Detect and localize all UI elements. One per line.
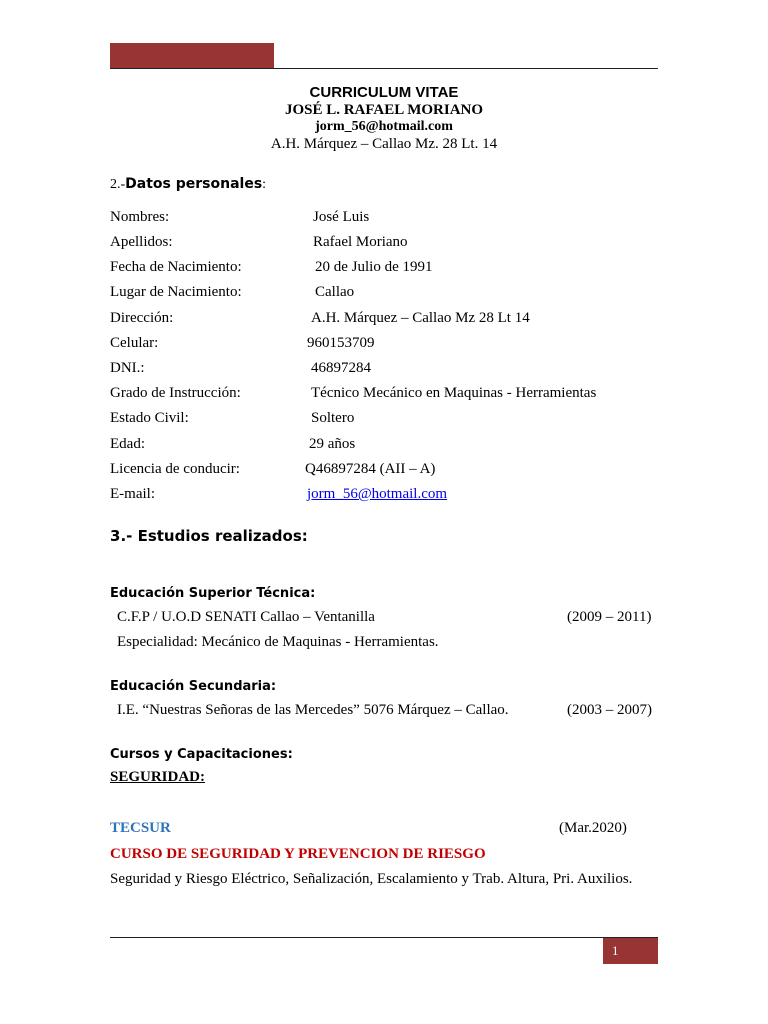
course-provider: TECSUR — [110, 820, 171, 836]
label-celular: Celular: — [110, 335, 159, 351]
label-grado-instruccion: Grado de Instrucción: — [110, 385, 241, 401]
value-apellidos: Rafael Moriano — [313, 234, 408, 250]
label-fecha-nacimiento: Fecha de Nacimiento: — [110, 259, 242, 275]
label-lugar-nacimiento: Lugar de Nacimiento: — [110, 284, 242, 300]
section-datos-personales-heading — [110, 176, 266, 193]
course-title: CURSO DE SEGURIDAD Y PREVENCION DE RIESGO — [110, 846, 486, 862]
value-estado-civil: Soltero — [311, 410, 355, 426]
section-number: 2.- — [110, 177, 126, 192]
label-dni: DNI.: — [110, 360, 145, 376]
footer-rule — [110, 937, 658, 938]
superior-specialty: Especialidad: Mecánico de Maquinas - Herramientas. — [117, 634, 439, 650]
label-edad: Edad: — [110, 436, 145, 452]
cursos-heading: Cursos y Capacitaciones: — [110, 747, 293, 762]
value-dni: 46897284 — [311, 360, 371, 376]
header-rule — [110, 68, 658, 69]
label-licencia: Licencia de conducir: — [110, 461, 240, 477]
page-number: 1 — [612, 943, 619, 958]
superior-institution: C.F.P / U.O.D SENATI Callao – Ventanilla — [117, 609, 375, 625]
secundaria-heading: Educación Secundaria: — [110, 679, 277, 694]
superior-years: (2009 – 2011) — [567, 609, 652, 625]
cv-address: A.H. Márquez – Callao Mz. 28 Lt. 14 — [270, 136, 498, 152]
value-fecha-nacimiento: 20 de Julio de 1991 — [315, 259, 433, 275]
cv-name: JOSÉ L. RAFAEL MORIANO — [284, 102, 484, 118]
value-grado-instruccion: Técnico Mecánico en Maquinas - Herramientas — [311, 385, 597, 401]
value-nombres: José Luis — [313, 209, 370, 225]
value-lugar-nacimiento: Callao — [315, 284, 355, 300]
section-title: Datos personales — [125, 176, 263, 192]
value-celular: 960153709 — [307, 335, 375, 351]
cv-title: CURRICULUM VITAE — [309, 84, 459, 101]
section-estudios-heading — [110, 527, 308, 545]
label-nombres: Nombres: — [110, 209, 170, 225]
label-email: E-mail: — [110, 486, 155, 502]
secundaria-years: (2003 – 2007) — [567, 702, 652, 718]
value-edad: 29 años — [309, 436, 356, 452]
section-number: 3 — [110, 527, 121, 545]
seguridad-heading: SEGURIDAD: — [110, 769, 206, 785]
label-direccion: Dirección: — [110, 310, 174, 326]
course-description: Seguridad y Riesgo Eléctrico, Señalización, Escalamiento y Trab. Altura, Pri. Auxilios. — [110, 871, 633, 887]
value-licencia: Q46897284 (AII – A) — [305, 461, 436, 477]
label-estado-civil: Estado Civil: — [110, 410, 189, 426]
value-direccion: A.H. Márquez – Callao Mz 28 Lt 14 — [311, 310, 530, 326]
secundaria-institution: I.E. “Nuestras Señoras de las Mercedes” 5076 Márquez – Callao. — [117, 702, 509, 718]
email-link[interactable]: jorm_56@hotmail.com — [307, 486, 448, 502]
course-date: (Mar.2020) — [559, 820, 627, 836]
cv-email: jorm_56@hotmail.com — [315, 119, 453, 134]
page-number-box — [603, 938, 658, 964]
superior-heading: Educación Superior Técnica: — [110, 586, 316, 601]
section-title: .- Estudios realizados: — [120, 527, 308, 545]
header-accent-bar — [110, 43, 274, 68]
label-apellidos: Apellidos: — [110, 234, 173, 250]
section-suffix: : — [262, 177, 267, 192]
